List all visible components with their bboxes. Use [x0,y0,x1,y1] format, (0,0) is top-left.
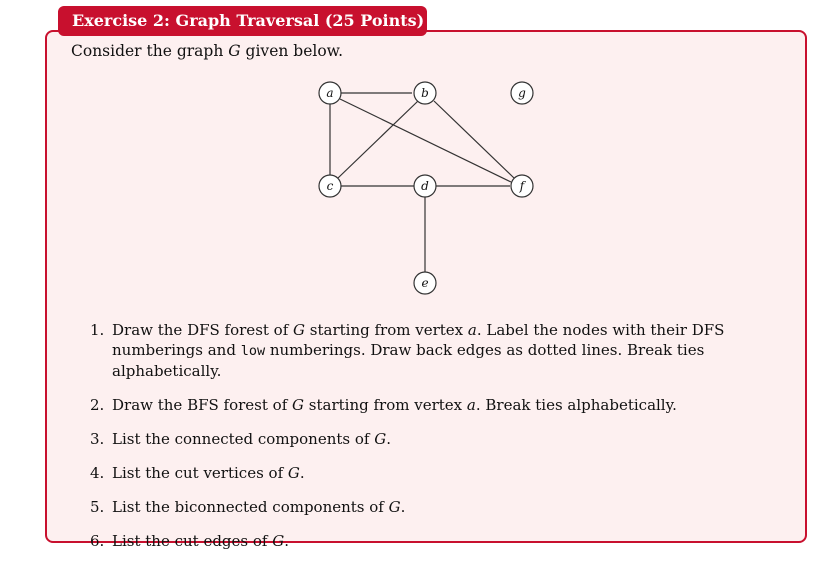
edge-a-f [340,99,511,182]
task-item [90,429,790,449]
node-b [414,82,436,104]
task-text: . [284,532,289,550]
intro-after: given below. [240,42,344,60]
edge-b-c [338,101,418,178]
math-var: G [292,396,305,414]
node-label-c: c [326,179,334,193]
node-label-b: b [421,86,429,100]
node-f [511,175,533,197]
task-item [90,531,790,551]
task-number: 2. [90,396,105,414]
node-label-d: d [421,179,429,193]
task-item [90,497,790,517]
task-text: starting from vertex [304,396,467,414]
task-text: List the cut vertices of [112,464,288,482]
task-text: List the cut edges of [112,532,273,550]
node-d [414,175,436,197]
math-var: G [287,464,300,482]
task-text: List the connected components of [112,430,375,448]
math-var: a [466,396,476,414]
task-text: . [400,498,406,516]
task-item [90,320,790,381]
task-text: . Label the nodes with their DFS numberings and [112,321,725,359]
node-label-g: g [518,86,526,100]
task-item [90,395,790,415]
exercise-title: Exercise 2: Graph Traversal (25 Points) [58,6,427,36]
task-number: 6. [90,532,105,550]
task-number: 4. [90,464,105,482]
task-text: numberings. Draw back edges as dotted lines. Break ties alphabetically. [112,341,705,380]
node-g [511,82,533,104]
math-var: G [374,430,387,448]
task-text: . [386,430,391,448]
task-item [90,463,790,483]
node-label-a: a [326,86,334,100]
task-number: 5. [90,498,105,516]
code-term: low [240,343,266,359]
math-var: a [467,321,477,339]
math-var: G [272,532,285,550]
task-list [90,320,790,565]
task-text: . Break ties alphabetically. [475,396,677,414]
task-text: List the biconnected components of [112,498,389,516]
task-number: 1. [90,321,105,339]
node-c [319,175,341,197]
graph-variable: G [228,42,241,60]
task-text: Draw the DFS forest of [112,321,294,339]
math-var: G [388,498,401,516]
node-label-f: f [519,179,525,193]
task-number: 3. [90,430,105,448]
task-text: Draw the BFS forest of [112,396,293,414]
edge-b-f [434,101,514,178]
math-var: G [293,321,306,339]
node-e [414,272,436,294]
intro-before: Consider the graph [71,42,229,60]
task-text: starting from vertex [305,321,468,339]
node-a [319,82,341,104]
node-label-e: e [421,276,429,290]
task-text: . [299,464,305,482]
